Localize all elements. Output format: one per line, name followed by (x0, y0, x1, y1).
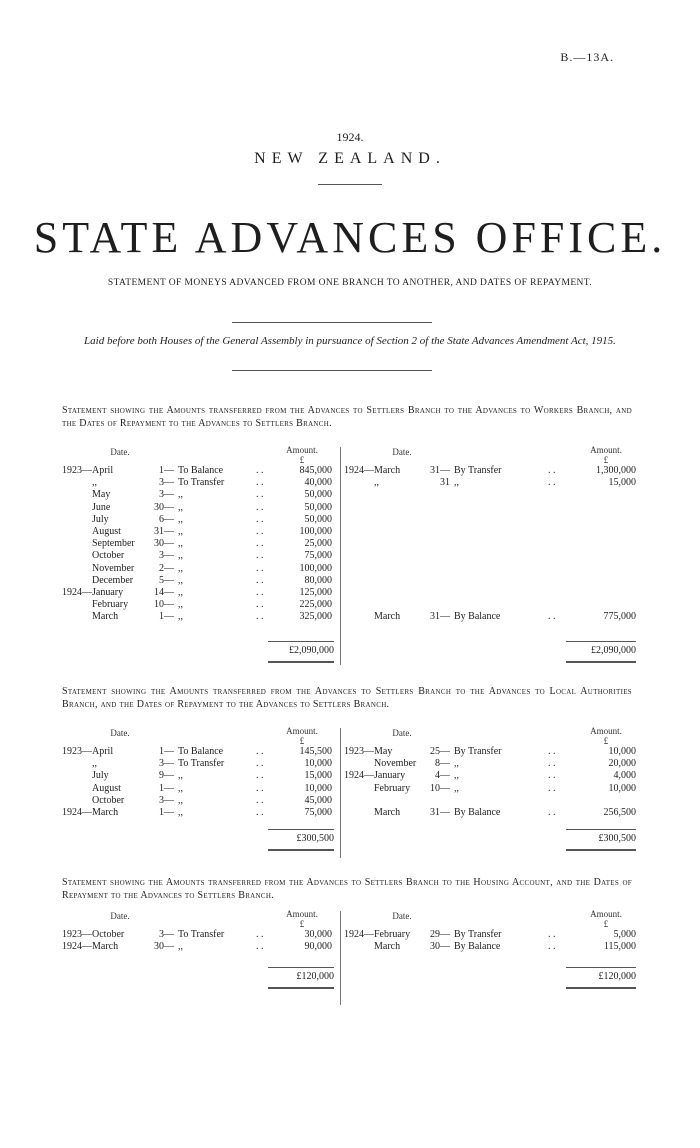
entry-year: 1923— (62, 746, 92, 757)
entry-day: 5— (159, 574, 174, 586)
entry-description: ,, (178, 562, 183, 574)
entry-month: November (92, 562, 135, 574)
leader-dots: . . (256, 758, 264, 770)
leader-dots: . . (256, 929, 264, 940)
leader-dots: . . (256, 550, 264, 562)
entry-day: 3— (159, 550, 174, 562)
right-total: £120,000 (598, 971, 636, 982)
entry-day: 1— (159, 746, 174, 757)
entry-month: ,, (374, 477, 379, 489)
entry-day: 8— (435, 758, 450, 770)
column-header-date: Date. (110, 728, 130, 738)
total-rule (566, 967, 636, 968)
entry-amount: 10,000 (304, 782, 332, 794)
statement-heading (62, 404, 632, 430)
entry-day: 14— (154, 587, 174, 598)
entry-month: March (92, 807, 119, 818)
column-header-date: Date. (392, 447, 412, 457)
column-header-date: Date. (110, 447, 130, 457)
entry-day: 30— (154, 538, 174, 550)
document-reference: B.—13A. (560, 50, 614, 64)
total-double-rule (268, 661, 334, 663)
entry-day: 31— (154, 526, 174, 537)
entry-month: May (92, 489, 111, 501)
column-header-date: Date. (110, 911, 130, 921)
entry-month: April (92, 465, 114, 476)
currency-symbol: £ (603, 455, 609, 465)
entry-day: 25— (430, 746, 450, 757)
right-total: £300,500 (598, 833, 636, 844)
entry-day: 3— (159, 489, 174, 501)
entry-day: 30— (154, 941, 174, 953)
entry-day: 3— (159, 929, 174, 940)
column-header-amount: Amount. (590, 909, 622, 919)
entry-amount: 10,000 (304, 758, 332, 770)
entry-description: ,, (178, 513, 183, 525)
column-header-amount: Amount. (286, 909, 318, 919)
entry-amount: 90,000 (304, 941, 332, 953)
column-header-date: Date. (392, 728, 412, 738)
entry-description: ,, (178, 794, 183, 806)
entry-amount: 256,500 (603, 807, 636, 818)
entry-description: ,, (178, 807, 183, 818)
entry-month: August (92, 526, 121, 537)
entry-amount: 15,000 (608, 477, 636, 489)
entry-description: ,, (178, 526, 183, 537)
entry-amount: 25,000 (304, 538, 332, 550)
total-double-rule (566, 661, 636, 663)
entry-day: 3— (159, 477, 174, 489)
entry-month: January (92, 587, 124, 598)
entry-day: 10— (430, 782, 450, 794)
entry-amount: 80,000 (304, 574, 332, 586)
entry-description: By Balance (454, 807, 501, 818)
total-rule (268, 641, 334, 642)
left-total: £300,500 (296, 833, 334, 844)
entry-year: 1923— (62, 465, 92, 476)
column-header-amount: Amount. (590, 726, 622, 736)
entry-amount: 775,000 (603, 611, 636, 623)
total-double-rule (566, 987, 636, 989)
currency-symbol: £ (603, 736, 609, 746)
entry-amount: 225,000 (299, 599, 332, 611)
column-header-date: Date. (392, 911, 412, 921)
leader-dots: . . (256, 941, 264, 953)
column-separator (340, 728, 341, 858)
entry-day: 4— (435, 770, 450, 782)
entry-day: 3— (159, 758, 174, 770)
entry-description: To Balance (178, 746, 224, 757)
total-rule (268, 967, 334, 968)
currency-symbol: £ (299, 919, 305, 929)
column-separator (340, 911, 341, 1005)
entry-month: August (92, 782, 121, 794)
entry-description: ,, (454, 477, 459, 489)
leader-dots: . . (256, 465, 264, 476)
entry-day: 1— (159, 807, 174, 818)
entry-description: ,, (178, 587, 183, 598)
entry-month: October (92, 794, 125, 806)
column-header-amount: Amount. (590, 445, 622, 455)
leader-dots: . . (256, 489, 264, 501)
entry-description: ,, (178, 574, 183, 586)
total-rule (268, 829, 334, 830)
statement-heading (62, 685, 632, 711)
entry-amount: 845,000 (299, 465, 332, 476)
entry-amount: 10,000 (608, 746, 636, 757)
leader-dots: . . (256, 807, 264, 818)
entry-description: ,, (178, 538, 183, 550)
entry-description: To Transfer (178, 929, 225, 940)
entry-day: 2— (159, 562, 174, 574)
entry-description: ,, (178, 782, 183, 794)
entry-month: February (92, 599, 129, 611)
leader-dots: . . (548, 807, 556, 818)
statement-heading-text: Statement showing the Amounts transferred from the Advances to Settlers Branch to the Advances to Local Authorities Branch, and the Dates of Repayment to the Advances to Settlers Branch. (62, 686, 632, 710)
leader-dots: . . (548, 941, 556, 953)
entry-description: By Transfer (454, 929, 502, 940)
currency-symbol: £ (299, 736, 305, 746)
entry-description: ,, (178, 770, 183, 782)
entry-amount: 75,000 (304, 807, 332, 818)
entry-month: March (374, 465, 401, 476)
entry-month: ,, (92, 758, 97, 770)
entry-amount: 75,000 (304, 550, 332, 562)
document-subtitle: STATEMENT OF MONEYS ADVANCED FROM ONE BRANCH TO ANOTHER, AND DATES OF REPAYMENT. (107, 278, 593, 288)
leader-dots: . . (256, 513, 264, 525)
entry-month: September (92, 538, 135, 550)
entry-month: October (92, 550, 125, 562)
entry-month: March (374, 611, 401, 623)
entry-day: 30— (154, 501, 174, 513)
total-double-rule (566, 849, 636, 851)
entry-day: 31— (430, 465, 450, 476)
entry-month: March (374, 807, 401, 818)
entry-amount: 145,500 (299, 746, 332, 757)
entry-month: ,, (92, 477, 97, 489)
entry-amount: 125,000 (299, 587, 332, 598)
entry-description: ,, (454, 758, 459, 770)
entry-month: July (92, 513, 109, 525)
entry-month: May (374, 746, 393, 757)
leader-dots: . . (548, 477, 556, 489)
leader-dots: . . (256, 782, 264, 794)
entry-amount: 100,000 (299, 526, 332, 537)
leader-dots: . . (256, 611, 264, 623)
entry-description: To Transfer (178, 758, 225, 770)
leader-dots: . . (256, 538, 264, 550)
column-header-amount: Amount. (286, 445, 318, 455)
leader-dots: . . (548, 782, 556, 794)
entry-description: ,, (178, 489, 183, 501)
entry-description: ,, (178, 501, 183, 513)
statement-heading-text: Statement showing the Amounts transferred from the Advances to Settlers Branch to the Advances to Workers Branch, and the Dates of Repayment to the Advances to Settlers Branch. (62, 405, 632, 429)
entry-description: By Transfer (454, 465, 502, 476)
entry-day: 1— (159, 611, 174, 623)
leader-dots: . . (548, 746, 556, 757)
leader-dots: . . (548, 758, 556, 770)
column-separator (340, 447, 341, 665)
entry-month: February (374, 929, 411, 940)
entry-year: 1923— (344, 746, 374, 757)
entry-description: To Transfer (178, 477, 225, 489)
entry-month: February (374, 782, 411, 794)
entry-month: June (92, 501, 111, 513)
entry-description: By Balance (454, 941, 501, 953)
entry-amount: 10,000 (608, 782, 636, 794)
entry-month: March (92, 941, 119, 953)
entry-amount: 30,000 (304, 929, 332, 940)
entry-month: March (374, 941, 401, 953)
entry-day: 31— (430, 807, 450, 818)
entry-year: 1924— (62, 941, 92, 953)
entry-day: 3— (159, 794, 174, 806)
entry-amount: 115,000 (603, 941, 636, 953)
document-year: 1924. (336, 130, 364, 144)
column-header-amount: Amount. (286, 726, 318, 736)
entry-amount: 1,300,000 (596, 465, 636, 476)
entry-description: ,, (178, 611, 183, 623)
leader-dots: . . (256, 746, 264, 757)
entry-amount: 5,000 (613, 929, 636, 940)
leader-dots: . . (548, 770, 556, 782)
entry-amount: 50,000 (304, 489, 332, 501)
entry-year: 1924— (344, 770, 374, 782)
currency-symbol: £ (603, 919, 609, 929)
leader-dots: . . (256, 501, 264, 513)
entry-day: 31— (430, 611, 450, 623)
total-double-rule (268, 987, 334, 989)
entry-amount: 45,000 (304, 794, 332, 806)
entry-description: ,, (454, 782, 459, 794)
entry-description: ,, (178, 550, 183, 562)
divider (232, 370, 432, 371)
leader-dots: . . (256, 562, 264, 574)
entry-description: ,, (178, 599, 183, 611)
entry-year: 1924— (62, 807, 92, 818)
entry-amount: 4,000 (613, 770, 636, 782)
entry-amount: 50,000 (304, 501, 332, 513)
leader-dots: . . (256, 477, 264, 489)
leader-dots: . . (548, 465, 556, 476)
entry-month: December (92, 574, 134, 586)
statement-heading (62, 876, 632, 902)
entry-amount: 40,000 (304, 477, 332, 489)
leader-dots: . . (256, 794, 264, 806)
leader-dots: . . (256, 526, 264, 537)
left-total: £120,000 (296, 971, 334, 982)
entry-day: 6— (159, 513, 174, 525)
entry-year: 1923— (62, 929, 92, 940)
entry-year: 1924— (344, 465, 374, 476)
country-title: NEW ZEALAND. (254, 150, 446, 167)
leader-dots: . . (548, 611, 556, 623)
entry-day: 31 (440, 477, 450, 489)
total-double-rule (268, 849, 334, 851)
divider (318, 184, 382, 185)
entry-amount: 15,000 (304, 770, 332, 782)
entry-year: 1924— (62, 587, 92, 598)
entry-day: 10— (154, 599, 174, 611)
leader-dots: . . (256, 770, 264, 782)
entry-month: July (92, 770, 109, 782)
entry-amount: 325,000 (299, 611, 332, 623)
entry-description: By Balance (454, 611, 501, 623)
entry-day: 29— (430, 929, 450, 940)
total-rule (566, 641, 636, 642)
entry-month: April (92, 746, 114, 757)
entry-description: By Transfer (454, 746, 502, 757)
office-title: STATE ADVANCES OFFICE. (33, 213, 667, 262)
entry-day: 30— (430, 941, 450, 953)
entry-amount: 20,000 (608, 758, 636, 770)
entry-month: March (92, 611, 119, 623)
left-total: £2,090,000 (289, 645, 334, 656)
leader-dots: . . (256, 599, 264, 611)
currency-symbol: £ (299, 455, 305, 465)
entry-month: November (374, 758, 417, 770)
leader-dots: . . (548, 929, 556, 940)
entry-amount: 50,000 (304, 513, 332, 525)
right-total: £2,090,000 (591, 645, 636, 656)
entry-month: October (92, 929, 125, 940)
entry-day: 9— (159, 770, 174, 782)
leader-dots: . . (256, 587, 264, 598)
entry-description: ,, (454, 770, 459, 782)
entry-amount: 100,000 (299, 562, 332, 574)
divider (232, 322, 432, 323)
entry-day: 1— (159, 782, 174, 794)
leader-dots: . . (256, 574, 264, 586)
entry-year: 1924— (344, 929, 374, 940)
entry-description: ,, (178, 941, 183, 953)
entry-month: January (374, 770, 406, 782)
statement-heading-text: Statement showing the Amounts transferred from the Advances to Settlers Branch to the Housing Account, and the Dates of Repayment to the Advances to Settlers Branch. (62, 877, 632, 901)
laid-before-note: Laid before both Houses of the General Assembly in pursuance of Section 2 of the State Advances Amendment Act, 1915. (84, 335, 616, 347)
entry-day: 1— (159, 465, 174, 476)
total-rule (566, 829, 636, 830)
entry-description: To Balance (178, 465, 224, 476)
